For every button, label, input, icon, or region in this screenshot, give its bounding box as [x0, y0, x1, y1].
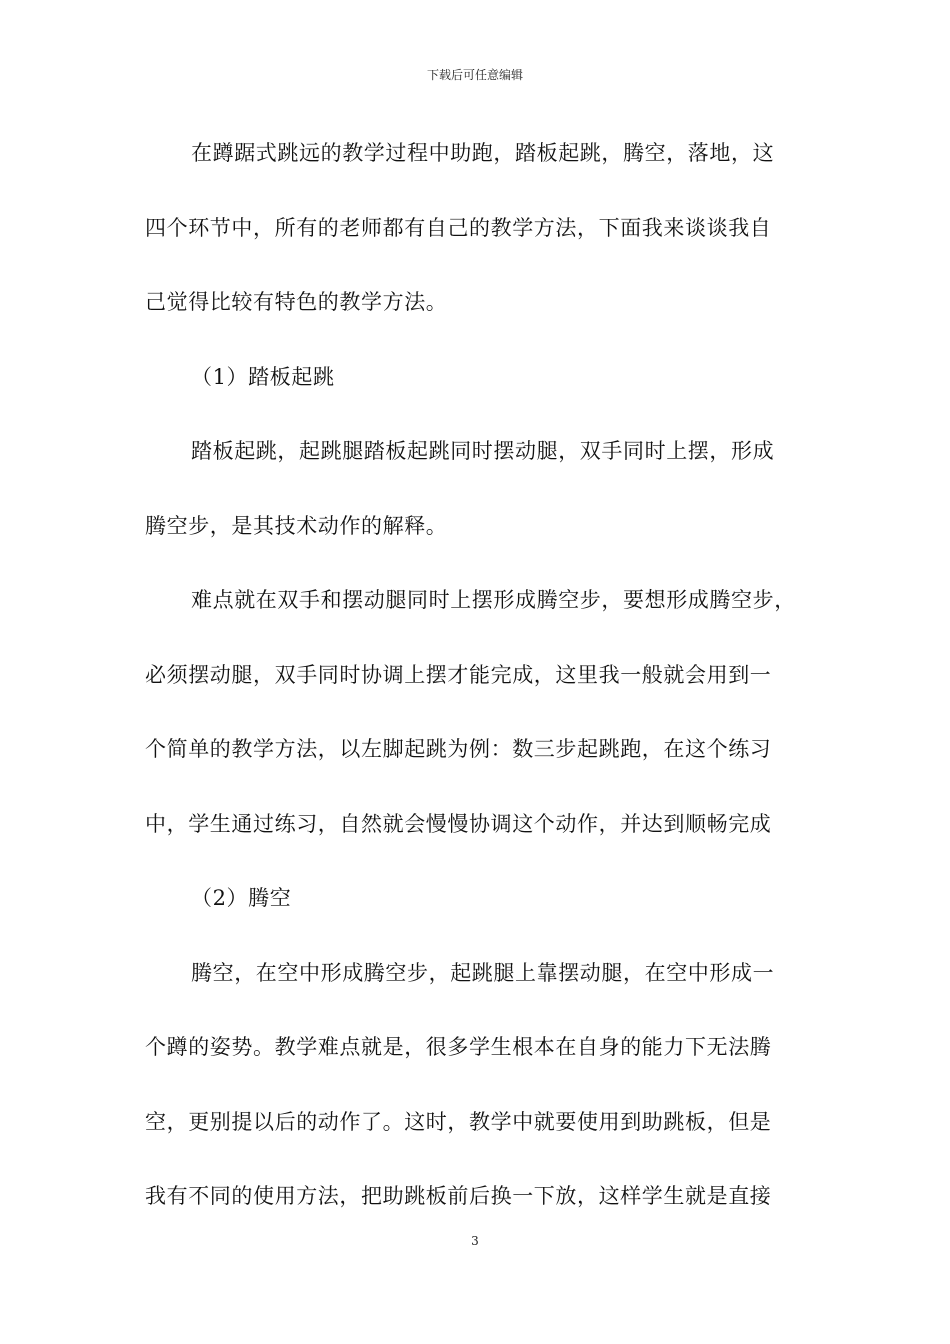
- paragraph-line: 在蹲踞式跳远的教学过程中助跑，踏板起跳，腾空，落地，这: [191, 141, 775, 165]
- paragraph-line: 中，学生通过练习，自然就会慢慢协调这个动作，并达到顺畅完成: [145, 811, 772, 836]
- paragraph-line: 腾空，在空中形成腾空步，起跳腿上靠摆动腿，在空中形成一: [191, 960, 775, 985]
- paragraph-line: 个简单的教学方法，以左脚起跳为例：数三步起跳跑，在这个练习: [145, 737, 772, 761]
- paragraph-line: 我有不同的使用方法，把助跳板前后换一下放，这样学生就是直接: [145, 1184, 772, 1208]
- page-header: 下载后可任意编辑: [426, 68, 523, 82]
- paragraph-line: 难点就在双手和摆动腿同时上摆形成腾空步，要想形成腾空步，: [191, 588, 796, 612]
- paragraph-line: 踏板起跳，起跳腿踏板起跳同时摆动腿，双手同时上摆，形成: [191, 439, 775, 463]
- document-body: [145, 126, 807, 1244]
- section-heading: （1）踏板起跳: [191, 364, 335, 389]
- paragraph-line: 腾空步，是其技术动作的解释。: [145, 513, 448, 538]
- paragraph-line: 空，更别提以后的动作了。这时，教学中就要使用到助跳板，但是: [145, 1109, 772, 1134]
- section-heading: （2）腾空: [191, 886, 292, 910]
- paragraph-line: 必须摆动腿，双手同时协调上摆才能完成，这里我一般就会用到一: [145, 662, 772, 687]
- paragraph-line: 个蹲的姿势。教学难点就是，很多学生根本在自身的能力下无法腾: [145, 1035, 772, 1059]
- page-number: 3: [471, 1234, 479, 1248]
- paragraph-line: 己觉得比较有特色的教学方法。: [145, 290, 448, 314]
- paragraph-line: 四个环节中，所有的老师都有自己的教学方法，下面我来谈谈我自: [145, 215, 772, 240]
